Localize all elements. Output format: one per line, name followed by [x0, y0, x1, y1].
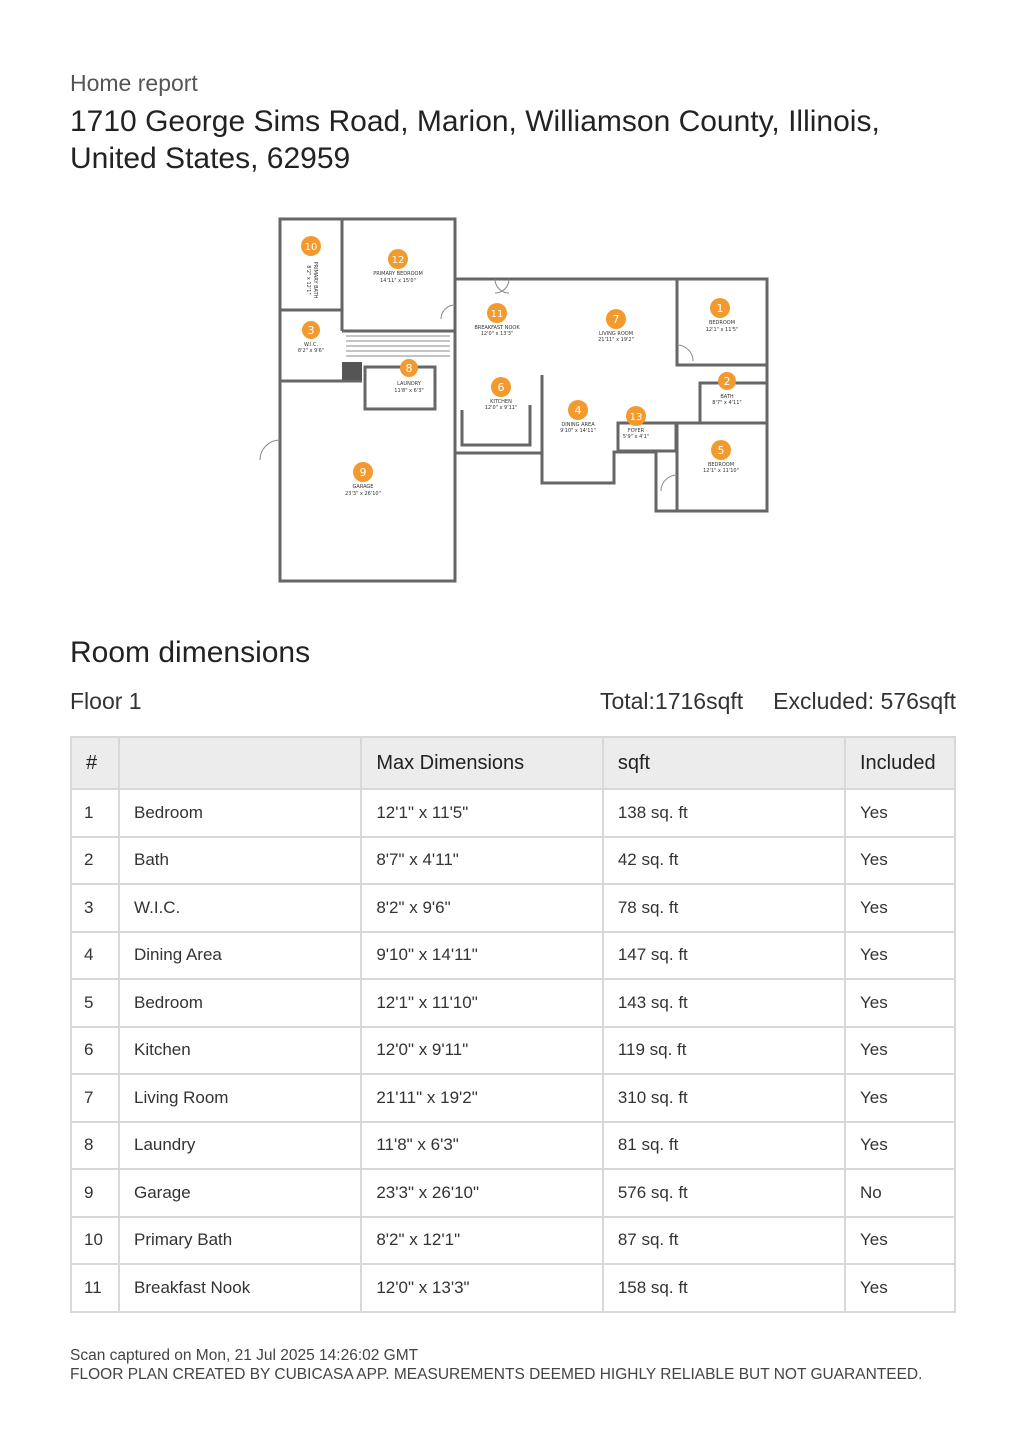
header-max-dimensions: Max Dimensions	[361, 737, 603, 789]
room-marker-8[interactable]	[394, 359, 423, 394]
room-name: Garage	[119, 1169, 361, 1217]
room-dimensions: 21'11" x 19'2"	[361, 1074, 603, 1122]
room-marker-number: 11	[490, 309, 504, 320]
table-row	[71, 789, 955, 837]
room-marker-3[interactable]	[298, 321, 324, 354]
chimney-block	[342, 362, 362, 380]
room-marker-label: LIVING ROOM	[598, 331, 634, 337]
table-row	[71, 1169, 955, 1217]
room-number: 5	[71, 979, 119, 1027]
room-marker-label: W.I.C.	[303, 342, 319, 348]
room-sqft: 576 sq. ft	[603, 1169, 845, 1217]
room-marker-number: 13	[629, 412, 643, 423]
room-sqft: 42 sq. ft	[603, 837, 845, 885]
room-marker-dims: 11'8" x 6'3"	[394, 388, 424, 394]
total-area: Total:1716sqft	[599, 688, 744, 714]
room-included: Yes	[845, 979, 955, 1027]
room-sqft: 87 sq. ft	[603, 1217, 845, 1265]
room-marker-label: BREAKFAST NOOK	[474, 325, 520, 331]
room-marker-number: 7	[612, 313, 620, 326]
room-marker-label: BEDROOM	[707, 462, 735, 468]
room-marker-number: 1	[716, 302, 724, 315]
room-number: 6	[71, 1027, 119, 1075]
room-marker-label: PRIMARY BEDROOM	[373, 271, 423, 277]
room-marker-dims: 8'7" x 4'11"	[712, 400, 742, 406]
room-marker-number: 8	[405, 362, 413, 375]
room-name: Primary Bath	[119, 1217, 361, 1265]
room-dimensions: 8'2" x 12'1"	[361, 1217, 603, 1265]
room-name: Bath	[119, 837, 361, 885]
room-marker-label: BEDROOM	[708, 320, 736, 326]
room-marker-9[interactable]	[345, 462, 381, 497]
room-marker-12[interactable]	[373, 249, 423, 284]
room-dimensions-title: Room dimensions	[70, 636, 311, 669]
room-marker-2[interactable]	[712, 372, 741, 406]
room-marker-dims: 14'11" x 15'0"	[380, 278, 416, 284]
room-marker-1[interactable]	[706, 298, 739, 333]
table-row	[71, 1074, 955, 1122]
room-marker-dims: 21'11" x 19'2"	[598, 337, 634, 343]
table-row	[71, 1122, 955, 1170]
room-included: Yes	[845, 789, 955, 837]
room-name: Dining Area	[119, 932, 361, 980]
room-sqft: 143 sq. ft	[603, 979, 845, 1027]
room-number: 2	[71, 837, 119, 885]
floor-name: Floor 1	[70, 688, 142, 714]
stairs	[346, 336, 450, 356]
room-dimensions: 12'0" x 13'3"	[361, 1264, 603, 1312]
room-dimensions: 12'1" x 11'10"	[361, 979, 603, 1027]
room-dimensions: 12'0" x 9'11"	[361, 1027, 603, 1075]
header-sqft: sqft	[603, 737, 845, 789]
room-marker-number: 3	[307, 324, 315, 337]
room-dimensions: 8'7" x 4'11"	[361, 837, 603, 885]
room-sqft: 81 sq. ft	[603, 1122, 845, 1170]
room-marker-number: 2	[723, 375, 731, 388]
room-name: Breakfast Nook	[119, 1264, 361, 1312]
room-sqft: 78 sq. ft	[603, 884, 845, 932]
room-marker-dims: 12'1" x 11'10"	[703, 468, 739, 474]
room-included: Yes	[845, 1122, 955, 1170]
room-number: 3	[71, 884, 119, 932]
room-marker-dims: 5'9" x 4'1"	[622, 434, 650, 440]
floor-summary	[70, 688, 956, 720]
room-dimensions-table	[70, 736, 956, 1313]
room-marker-dims: 12'0" x 9'11"	[484, 405, 518, 411]
room-dimensions: 8'2" x 9'6"	[361, 884, 603, 932]
room-marker-number: 10	[304, 242, 318, 253]
room-marker-6[interactable]	[485, 377, 518, 411]
room-included: Yes	[845, 1264, 955, 1312]
room-dimensions: 12'1" x 11'5"	[361, 789, 603, 837]
room-marker-11[interactable]	[474, 303, 520, 337]
header-room	[119, 737, 361, 789]
table-row	[71, 1264, 955, 1312]
room-name: Bedroom	[119, 789, 361, 837]
room-marker-dims: 12'1" x 11'5"	[705, 327, 739, 333]
room-number: 11	[71, 1264, 119, 1312]
floor-plan	[250, 205, 790, 595]
room-marker-label: KITCHEN	[490, 399, 512, 405]
excluded-area: Excluded: 576sqft	[773, 688, 956, 714]
room-number: 1	[71, 789, 119, 837]
room-marker-4[interactable]	[560, 400, 596, 434]
room-included: Yes	[845, 1074, 955, 1122]
room-dimensions: 23'3" x 26'10"	[361, 1169, 603, 1217]
header-number: #	[71, 737, 119, 789]
room-number: 8	[71, 1122, 119, 1170]
room-name: Bedroom	[119, 979, 361, 1027]
room-marker-number: 4	[574, 404, 582, 417]
room-sqft: 147 sq. ft	[603, 932, 845, 980]
room-number: 7	[71, 1074, 119, 1122]
room-marker-label: GARAGE	[352, 484, 374, 490]
header-included: Included	[845, 737, 955, 789]
floor-plan-walls	[280, 219, 767, 581]
room-marker-label: FOYER	[627, 428, 645, 434]
floor-totals	[600, 688, 956, 715]
table-row	[71, 837, 955, 885]
room-marker-number: 5	[717, 444, 725, 457]
room-sqft: 119 sq. ft	[603, 1027, 845, 1075]
room-marker-number: 12	[391, 255, 405, 266]
room-marker-label: LAUNDRY	[397, 381, 421, 387]
room-marker-dims: 8'2" x 9'6"	[297, 348, 325, 354]
room-marker-label: PRIMARY BATH	[312, 261, 318, 299]
room-number: 9	[71, 1169, 119, 1217]
table-header-row	[71, 737, 955, 789]
room-marker-7[interactable]	[598, 309, 634, 343]
room-included: Yes	[845, 837, 955, 885]
room-sqft: 138 sq. ft	[603, 789, 845, 837]
room-name: Living Room	[119, 1074, 361, 1122]
room-number: 4	[71, 932, 119, 980]
property-address: 1710 George Sims Road, Marion, Williamson County, Illinois, United States, 62959	[70, 105, 880, 175]
room-name: Laundry	[119, 1122, 361, 1170]
room-included: Yes	[845, 932, 955, 980]
room-sqft: 310 sq. ft	[603, 1074, 845, 1122]
room-dimensions: 9'10" x 14'11"	[361, 932, 603, 980]
room-name: Kitchen	[119, 1027, 361, 1075]
room-dimensions: 11'8" x 6'3"	[361, 1122, 603, 1170]
room-marker-number: 6	[497, 381, 505, 394]
room-number: 10	[71, 1217, 119, 1265]
report-footer	[70, 1346, 922, 1384]
room-sqft: 158 sq. ft	[603, 1264, 845, 1312]
room-included: Yes	[845, 884, 955, 932]
scan-captured: Scan captured on Mon, 21 Jul 2025 14:26:02 GMT	[70, 1347, 419, 1364]
room-marker-number: 9	[359, 466, 367, 479]
room-marker-10[interactable]	[301, 236, 321, 299]
room-marker-label: DINING AREA	[561, 422, 595, 428]
table-row	[71, 932, 955, 980]
room-marker-dims: 8'2" x 12'1"	[305, 265, 311, 295]
table-row	[71, 1027, 955, 1075]
disclaimer: FLOOR PLAN CREATED BY CUBICASA APP. MEASUREMENTS DEEMED HIGHLY RELIABLE BUT NOT GUARANTEED.	[70, 1366, 923, 1383]
room-marker-dims: 23'3" x 26'10"	[345, 491, 381, 497]
room-marker-dims: 12'0" x 13'3"	[480, 331, 514, 337]
room-included: Yes	[845, 1217, 955, 1265]
report-subtitle: Home report	[70, 70, 198, 96]
room-included: Yes	[845, 1027, 955, 1075]
table-row	[71, 884, 955, 932]
table-row	[71, 979, 955, 1027]
room-marker-dims: 9'10" x 14'11"	[560, 428, 596, 434]
room-marker-5[interactable]	[703, 440, 739, 474]
room-name: W.I.C.	[119, 884, 361, 932]
table-row	[71, 1217, 955, 1265]
room-included: No	[845, 1169, 955, 1217]
room-marker-label: BATH	[720, 394, 734, 400]
